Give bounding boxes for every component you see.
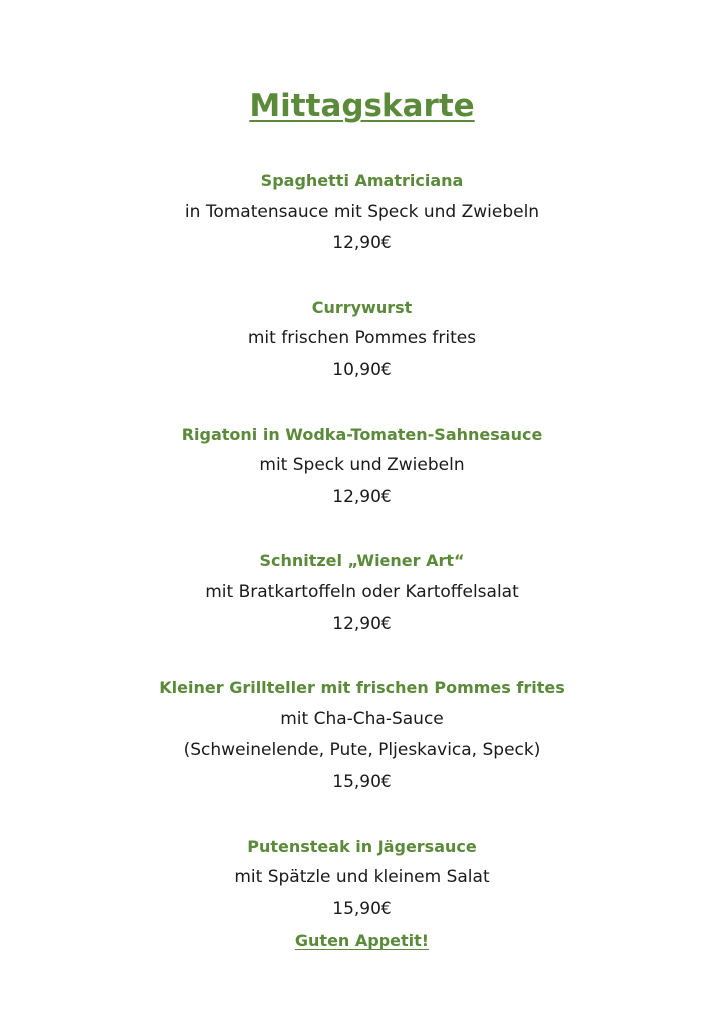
dish-price: 15,90€ (332, 771, 392, 792)
menu-item (0, 672, 724, 798)
menu-item (0, 831, 724, 957)
dish-name: Spaghetti Amatriciana (260, 171, 464, 190)
closing-note: Guten Appetit! (294, 931, 430, 951)
dish-description: mit Cha-Cha-Sauce (280, 708, 444, 729)
menu-item (0, 165, 724, 260)
dish-price: 15,90€ (332, 898, 392, 919)
menu-item (0, 419, 724, 514)
dish-price: 12,90€ (332, 486, 392, 507)
dish-price: 10,90€ (332, 359, 392, 380)
dish-description: mit Speck und Zwiebeln (259, 455, 465, 476)
dish-description: in Tomatensauce mit Speck und Zwiebeln (184, 201, 540, 222)
dish-name: Rigatoni in Wodka-Tomaten-Sahnesauce (181, 424, 543, 444)
menu-list (0, 165, 724, 957)
dish-name: Putensteak in Jägersauce (247, 836, 477, 856)
dish-description: mit frischen Pommes frites (247, 328, 477, 349)
dish-name: Kleiner Grillteller mit frischen Pommes frites (159, 678, 565, 698)
dish-price: 12,90€ (332, 613, 392, 634)
menu-item (0, 292, 724, 387)
page-title: Mittagskarte (249, 88, 475, 124)
dish-name: Schnitzel „Wiener Art“ (259, 551, 465, 571)
dish-description: (Schweinelende, Pute, Pljeskavica, Speck) (183, 740, 541, 761)
menu-item (0, 545, 724, 640)
dish-name: Currywurst (311, 297, 413, 317)
dish-price: 12,90€ (332, 233, 392, 254)
dish-description: mit Spätzle und kleinem Salat (234, 867, 490, 888)
dish-description: mit Bratkartoffeln oder Kartoffelsalat (205, 581, 519, 602)
